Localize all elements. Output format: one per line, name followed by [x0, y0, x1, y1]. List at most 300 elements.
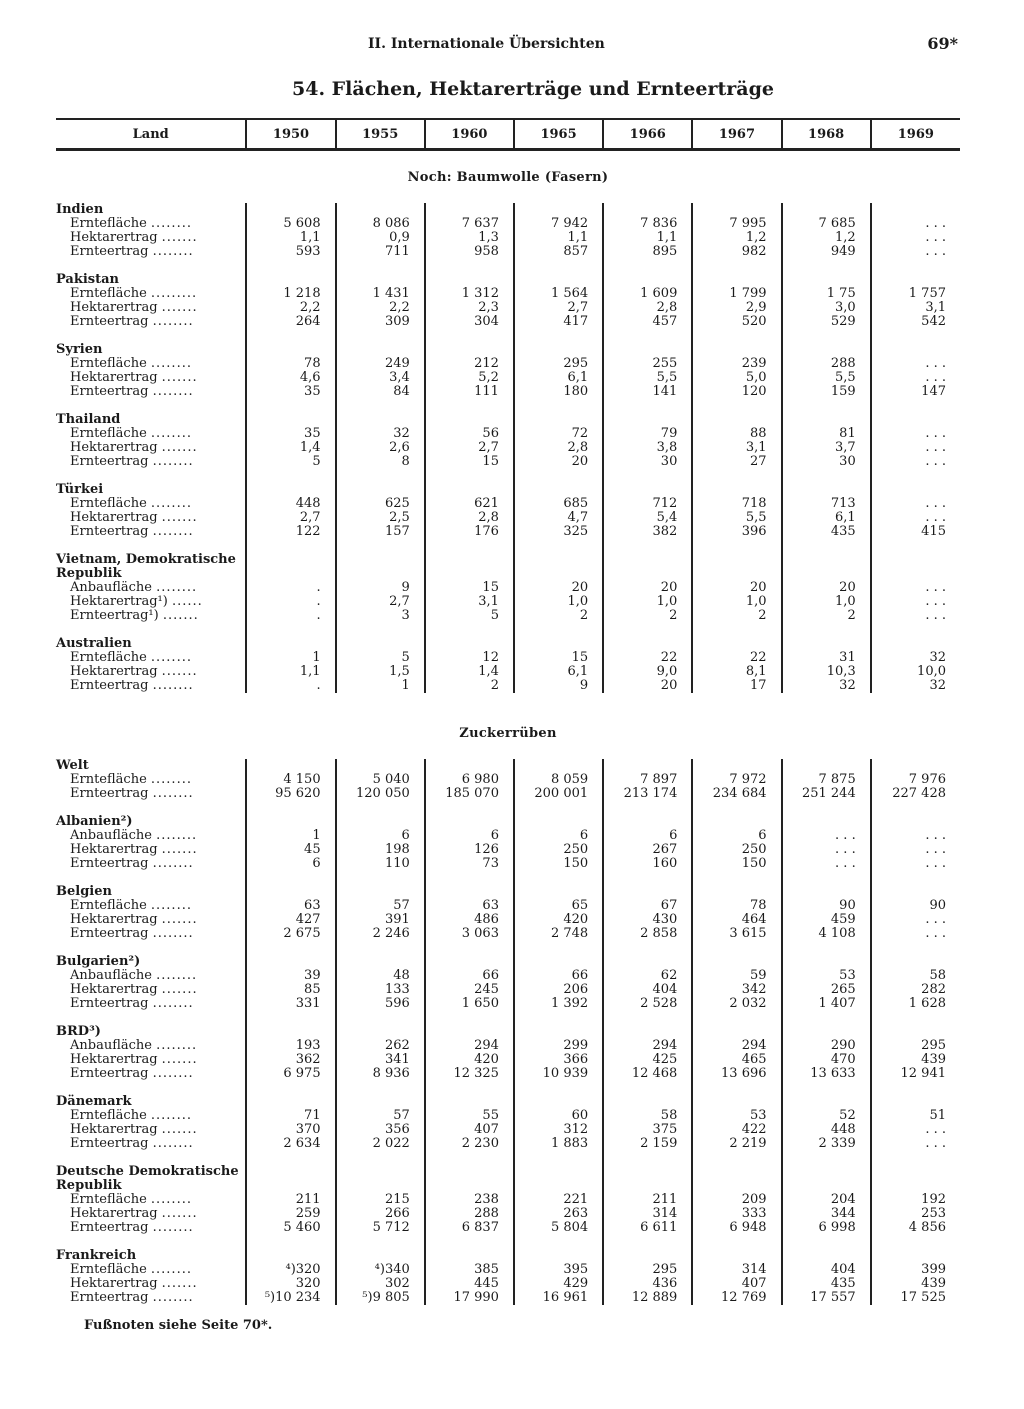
value-cell: 399 [871, 1263, 960, 1277]
value-cell: . . . [871, 231, 960, 245]
empty-cell [692, 1235, 781, 1249]
value-cell: 302 [336, 1277, 425, 1291]
value-cell: . . . [871, 357, 960, 371]
empty-cell [514, 637, 603, 651]
empty-cell [692, 399, 781, 413]
empty-cell [246, 623, 335, 637]
value-cell: 314 [603, 1207, 692, 1221]
spacer-row [56, 941, 960, 955]
value-cell: 1,1 [514, 231, 603, 245]
row-label: Erntefläche [70, 1108, 147, 1123]
value-cell: 295 [514, 357, 603, 371]
empty-cell [782, 273, 871, 287]
empty-cell [246, 815, 335, 829]
value-cell: 5 [246, 455, 335, 469]
empty-cell [871, 801, 960, 815]
value-cell: 7 942 [514, 217, 603, 231]
value-cell: . . . [871, 581, 960, 595]
value-cell: 52 [782, 1109, 871, 1123]
value-cell: 0,9 [336, 231, 425, 245]
row-label-cell [56, 441, 246, 455]
value-cell: 459 [782, 913, 871, 927]
value-cell: 294 [603, 1039, 692, 1053]
spacer-row [56, 1151, 960, 1165]
table-row [56, 829, 960, 843]
empty-cell [782, 955, 871, 969]
value-cell: . . . [871, 609, 960, 623]
value-cell: 982 [692, 245, 781, 259]
leader-dots: ....... [161, 664, 198, 679]
value-cell: ⁴)320 [246, 1263, 335, 1277]
empty-cell [425, 567, 514, 581]
table-row [56, 899, 960, 913]
row-label: Ernteertrag [70, 926, 149, 941]
value-cell: 1,0 [782, 595, 871, 609]
row-label: Ernteertrag [70, 1290, 149, 1305]
value-cell: 304 [425, 315, 514, 329]
value-cell: 3 [336, 609, 425, 623]
leader-dots: ........ [156, 968, 198, 983]
empty-cell [692, 483, 781, 497]
value-cell: 12 769 [692, 1291, 781, 1305]
value-cell: 6 975 [246, 1067, 335, 1081]
value-cell: 2 159 [603, 1137, 692, 1151]
empty-cell [336, 399, 425, 413]
country-row [56, 1165, 960, 1179]
value-cell: 85 [246, 983, 335, 997]
empty-cell [692, 1025, 781, 1039]
value-cell: 2 230 [425, 1137, 514, 1151]
value-cell: 2 [603, 609, 692, 623]
value-cell: 1 757 [871, 287, 960, 301]
country-name: Syrien [56, 342, 103, 357]
row-label-cell [56, 231, 246, 245]
value-cell: 27 [692, 455, 781, 469]
empty-cell [425, 1235, 514, 1249]
value-cell: 288 [425, 1207, 514, 1221]
value-cell: 4 150 [246, 773, 335, 787]
value-cell: 57 [336, 899, 425, 913]
row-label: Hektarertrag¹) [70, 594, 168, 609]
header-year: 1966 [603, 119, 692, 150]
value-cell: 2,7 [425, 441, 514, 455]
empty-cell [425, 399, 514, 413]
empty-cell [692, 539, 781, 553]
value-cell: 63 [246, 899, 335, 913]
leader-dots: ....... [161, 1276, 198, 1291]
spacer-cell [56, 469, 246, 483]
leader-dots: ........ [152, 1066, 194, 1081]
empty-cell [514, 941, 603, 955]
value-cell: 331 [246, 997, 335, 1011]
empty-cell [336, 413, 425, 427]
leader-dots: ....... [161, 230, 198, 245]
value-cell: 2,5 [336, 511, 425, 525]
row-label-cell [56, 1053, 246, 1067]
empty-cell [871, 1025, 960, 1039]
value-cell: 435 [782, 1277, 871, 1291]
value-cell: 15 [425, 581, 514, 595]
row-label-cell [56, 899, 246, 913]
empty-cell [514, 1235, 603, 1249]
value-cell: 20 [782, 581, 871, 595]
empty-cell [692, 1165, 781, 1179]
empty-cell [692, 203, 781, 217]
leader-dots: ........ [150, 1108, 192, 1123]
empty-cell [782, 203, 871, 217]
row-label-cell [56, 357, 246, 371]
empty-cell [782, 539, 871, 553]
empty-cell [514, 399, 603, 413]
value-cell: 6 [514, 829, 603, 843]
country-row [56, 343, 960, 357]
value-cell: 3,8 [603, 441, 692, 455]
empty-cell [782, 1025, 871, 1039]
country-row [56, 413, 960, 427]
empty-cell [603, 483, 692, 497]
value-cell: 120 050 [336, 787, 425, 801]
empty-cell [246, 955, 335, 969]
empty-cell [603, 259, 692, 273]
table-row [56, 1053, 960, 1067]
value-cell: 1 609 [603, 287, 692, 301]
value-cell: 457 [603, 315, 692, 329]
leader-dots: ........ [150, 356, 192, 371]
row-label: Hektarertrag [70, 300, 158, 315]
empty-cell [514, 1249, 603, 1263]
value-cell: 486 [425, 913, 514, 927]
country-row [56, 1025, 960, 1039]
value-cell: 5,4 [603, 511, 692, 525]
country-name: Welt [56, 758, 89, 773]
header-year: 1967 [692, 119, 781, 150]
value-cell: 250 [692, 843, 781, 857]
leader-dots: ........ [152, 996, 194, 1011]
value-cell: 621 [425, 497, 514, 511]
value-cell: 20 [603, 679, 692, 693]
header-year: 1960 [425, 119, 514, 150]
value-cell: 2,2 [336, 301, 425, 315]
value-cell: 32 [336, 427, 425, 441]
empty-cell [871, 871, 960, 885]
empty-cell [514, 815, 603, 829]
value-cell: 8 059 [514, 773, 603, 787]
value-cell: 382 [603, 525, 692, 539]
leader-dots: ........ [152, 384, 194, 399]
value-cell: 1,1 [246, 665, 335, 679]
row-label-cell [56, 679, 246, 693]
empty-cell [425, 801, 514, 815]
value-cell: 95 620 [246, 787, 335, 801]
leader-dots: ........ [152, 244, 194, 259]
row-label-cell [56, 1137, 246, 1151]
row-label-cell [56, 1291, 246, 1305]
value-cell: 7 637 [425, 217, 514, 231]
country-name: Indien [56, 202, 104, 217]
value-cell: 1,4 [425, 665, 514, 679]
empty-cell [246, 203, 335, 217]
empty-cell [246, 483, 335, 497]
row-label: Erntefläche [70, 898, 147, 913]
empty-cell [336, 1235, 425, 1249]
row-label: Anbaufläche [70, 968, 152, 983]
value-cell: 30 [782, 455, 871, 469]
row-label-cell [56, 315, 246, 329]
row-label: Erntefläche [70, 496, 147, 511]
value-cell: 439 [871, 1277, 960, 1291]
empty-cell [692, 1011, 781, 1025]
value-cell: . . . [871, 217, 960, 231]
value-cell: . . . [871, 511, 960, 525]
table-row [56, 245, 960, 259]
value-cell: 22 [603, 651, 692, 665]
spacer-row [56, 539, 960, 553]
value-cell: 5 [425, 609, 514, 623]
empty-cell [514, 623, 603, 637]
running-head: II. Internationale Übersichten [368, 36, 605, 52]
table-row [56, 385, 960, 399]
value-cell: . . . [871, 829, 960, 843]
value-cell: ⁵)10 234 [246, 1291, 335, 1305]
empty-cell [425, 483, 514, 497]
empty-cell [246, 941, 335, 955]
empty-cell [692, 871, 781, 885]
table-row [56, 497, 960, 511]
value-cell: 5,5 [782, 371, 871, 385]
row-label: Ernteertrag [70, 244, 149, 259]
row-label: Hektarertrag [70, 1122, 158, 1137]
empty-cell [603, 801, 692, 815]
value-cell: 250 [514, 843, 603, 857]
empty-cell [603, 567, 692, 581]
value-cell: 356 [336, 1123, 425, 1137]
value-cell: 2 675 [246, 927, 335, 941]
empty-cell [692, 343, 781, 357]
value-cell: . . . [782, 857, 871, 871]
empty-cell [246, 1151, 335, 1165]
row-label-cell [56, 969, 246, 983]
empty-cell [603, 623, 692, 637]
value-cell: 262 [336, 1039, 425, 1053]
value-cell: 84 [336, 385, 425, 399]
value-cell: 60 [514, 1109, 603, 1123]
row-label-cell [56, 787, 246, 801]
empty-cell [336, 469, 425, 483]
value-cell: 147 [871, 385, 960, 399]
empty-cell [871, 483, 960, 497]
empty-cell [871, 637, 960, 651]
empty-cell [246, 399, 335, 413]
value-cell: 342 [692, 983, 781, 997]
country-name: Frankreich [56, 1248, 137, 1263]
value-cell: 58 [871, 969, 960, 983]
empty-cell [603, 815, 692, 829]
value-cell: 4,7 [514, 511, 603, 525]
empty-cell [336, 539, 425, 553]
value-cell: 2 [425, 679, 514, 693]
empty-cell [871, 259, 960, 273]
value-cell: 3,0 [782, 301, 871, 315]
row-label: Hektarertrag [70, 1206, 158, 1221]
leader-dots: ....... [161, 1122, 198, 1137]
empty-cell [336, 801, 425, 815]
empty-cell [514, 955, 603, 969]
value-cell: 4 108 [782, 927, 871, 941]
value-cell: 1 312 [425, 287, 514, 301]
country-name: Albanien²) [56, 814, 133, 829]
value-cell: 1,3 [425, 231, 514, 245]
value-cell: . . . [871, 1123, 960, 1137]
row-label-cell [56, 651, 246, 665]
value-cell: 407 [425, 1123, 514, 1137]
empty-cell [782, 1095, 871, 1109]
value-cell: 126 [425, 843, 514, 857]
country-row [56, 567, 960, 581]
table-row [56, 1137, 960, 1151]
value-cell: 2 528 [603, 997, 692, 1011]
empty-cell [425, 259, 514, 273]
empty-cell [692, 885, 781, 899]
spacer-cell [56, 259, 246, 273]
value-cell: . . . [782, 843, 871, 857]
value-cell: 320 [246, 1277, 335, 1291]
value-cell: 1 392 [514, 997, 603, 1011]
value-cell: 32 [871, 651, 960, 665]
country-name: BRD³) [56, 1024, 101, 1039]
value-cell: 12 [425, 651, 514, 665]
empty-cell [782, 623, 871, 637]
empty-cell [782, 1081, 871, 1095]
row-label: Ernteertrag [70, 314, 149, 329]
row-label: Hektarertrag [70, 982, 158, 997]
footnote: Fußnoten siehe Seite 70*. [84, 1318, 273, 1333]
row-label-cell [56, 1123, 246, 1137]
empty-cell [514, 871, 603, 885]
value-cell: 58 [603, 1109, 692, 1123]
value-cell: 7 972 [692, 773, 781, 787]
row-label: Hektarertrag [70, 842, 158, 857]
value-cell: 265 [782, 983, 871, 997]
empty-cell [692, 801, 781, 815]
value-cell: 1,4 [246, 441, 335, 455]
value-cell: 198 [336, 843, 425, 857]
header-land: Land [132, 127, 169, 142]
row-label-cell [56, 287, 246, 301]
empty-cell [336, 1165, 425, 1179]
value-cell: 3,7 [782, 441, 871, 455]
empty-cell [603, 329, 692, 343]
value-cell: 120 [692, 385, 781, 399]
row-label-cell [56, 983, 246, 997]
spacer-row [56, 259, 960, 273]
empty-cell [514, 483, 603, 497]
value-cell: 238 [425, 1193, 514, 1207]
leader-dots: ........ [150, 898, 192, 913]
empty-cell [514, 203, 603, 217]
row-label-cell [56, 927, 246, 941]
row-label-cell [56, 1277, 246, 1291]
section-row [56, 693, 960, 759]
empty-cell [425, 885, 514, 899]
empty-cell [603, 413, 692, 427]
value-cell: 234 684 [692, 787, 781, 801]
empty-cell [514, 1151, 603, 1165]
value-cell: 88 [692, 427, 781, 441]
value-cell: 1 650 [425, 997, 514, 1011]
value-cell: 3,4 [336, 371, 425, 385]
value-cell: 385 [425, 1263, 514, 1277]
empty-cell [246, 567, 335, 581]
value-cell: 255 [603, 357, 692, 371]
row-label-cell [56, 511, 246, 525]
spacer-row [56, 1081, 960, 1095]
value-cell: 4 856 [871, 1221, 960, 1235]
country-name-cont: Republik [56, 566, 122, 581]
empty-cell [603, 1095, 692, 1109]
value-cell: 465 [692, 1053, 781, 1067]
empty-cell [246, 871, 335, 885]
value-cell: 251 244 [782, 787, 871, 801]
empty-cell [425, 1249, 514, 1263]
empty-cell [782, 1179, 871, 1193]
leader-dots: ....... [161, 842, 198, 857]
value-cell: 7 836 [603, 217, 692, 231]
table-row [56, 357, 960, 371]
value-cell: 2 022 [336, 1137, 425, 1151]
value-cell: 1 [246, 829, 335, 843]
row-label: Ernteertrag [70, 524, 149, 539]
value-cell: 6 [692, 829, 781, 843]
value-cell: 5,2 [425, 371, 514, 385]
value-cell: 439 [871, 1053, 960, 1067]
row-label-cell [56, 665, 246, 679]
empty-cell [336, 343, 425, 357]
value-cell: 415 [871, 525, 960, 539]
leader-dots: ........ [150, 426, 192, 441]
value-cell: 159 [782, 385, 871, 399]
country-row [56, 203, 960, 217]
empty-cell [246, 259, 335, 273]
value-cell: 422 [692, 1123, 781, 1137]
row-label-cell [56, 385, 246, 399]
value-cell: . [246, 581, 335, 595]
header-year: 1965 [514, 119, 603, 150]
country-row [56, 637, 960, 651]
country-row [56, 955, 960, 969]
value-cell: 204 [782, 1193, 871, 1207]
empty-cell [514, 553, 603, 567]
value-cell: 30 [603, 455, 692, 469]
row-label: Hektarertrag [70, 912, 158, 927]
empty-cell [514, 539, 603, 553]
value-cell: 209 [692, 1193, 781, 1207]
empty-cell [603, 1011, 692, 1025]
value-cell: 263 [514, 1207, 603, 1221]
empty-cell [246, 1235, 335, 1249]
value-cell: 288 [782, 357, 871, 371]
value-cell: 958 [425, 245, 514, 259]
empty-cell [871, 1011, 960, 1025]
value-cell: 1 564 [514, 287, 603, 301]
empty-cell [514, 801, 603, 815]
row-label: Ernteertrag [70, 786, 149, 801]
value-cell: 1 [246, 651, 335, 665]
value-cell: 294 [692, 1039, 781, 1053]
value-cell: 7 995 [692, 217, 781, 231]
leader-dots: ....... [161, 510, 198, 525]
country-row [56, 1179, 960, 1193]
spacer-cell [56, 539, 246, 553]
